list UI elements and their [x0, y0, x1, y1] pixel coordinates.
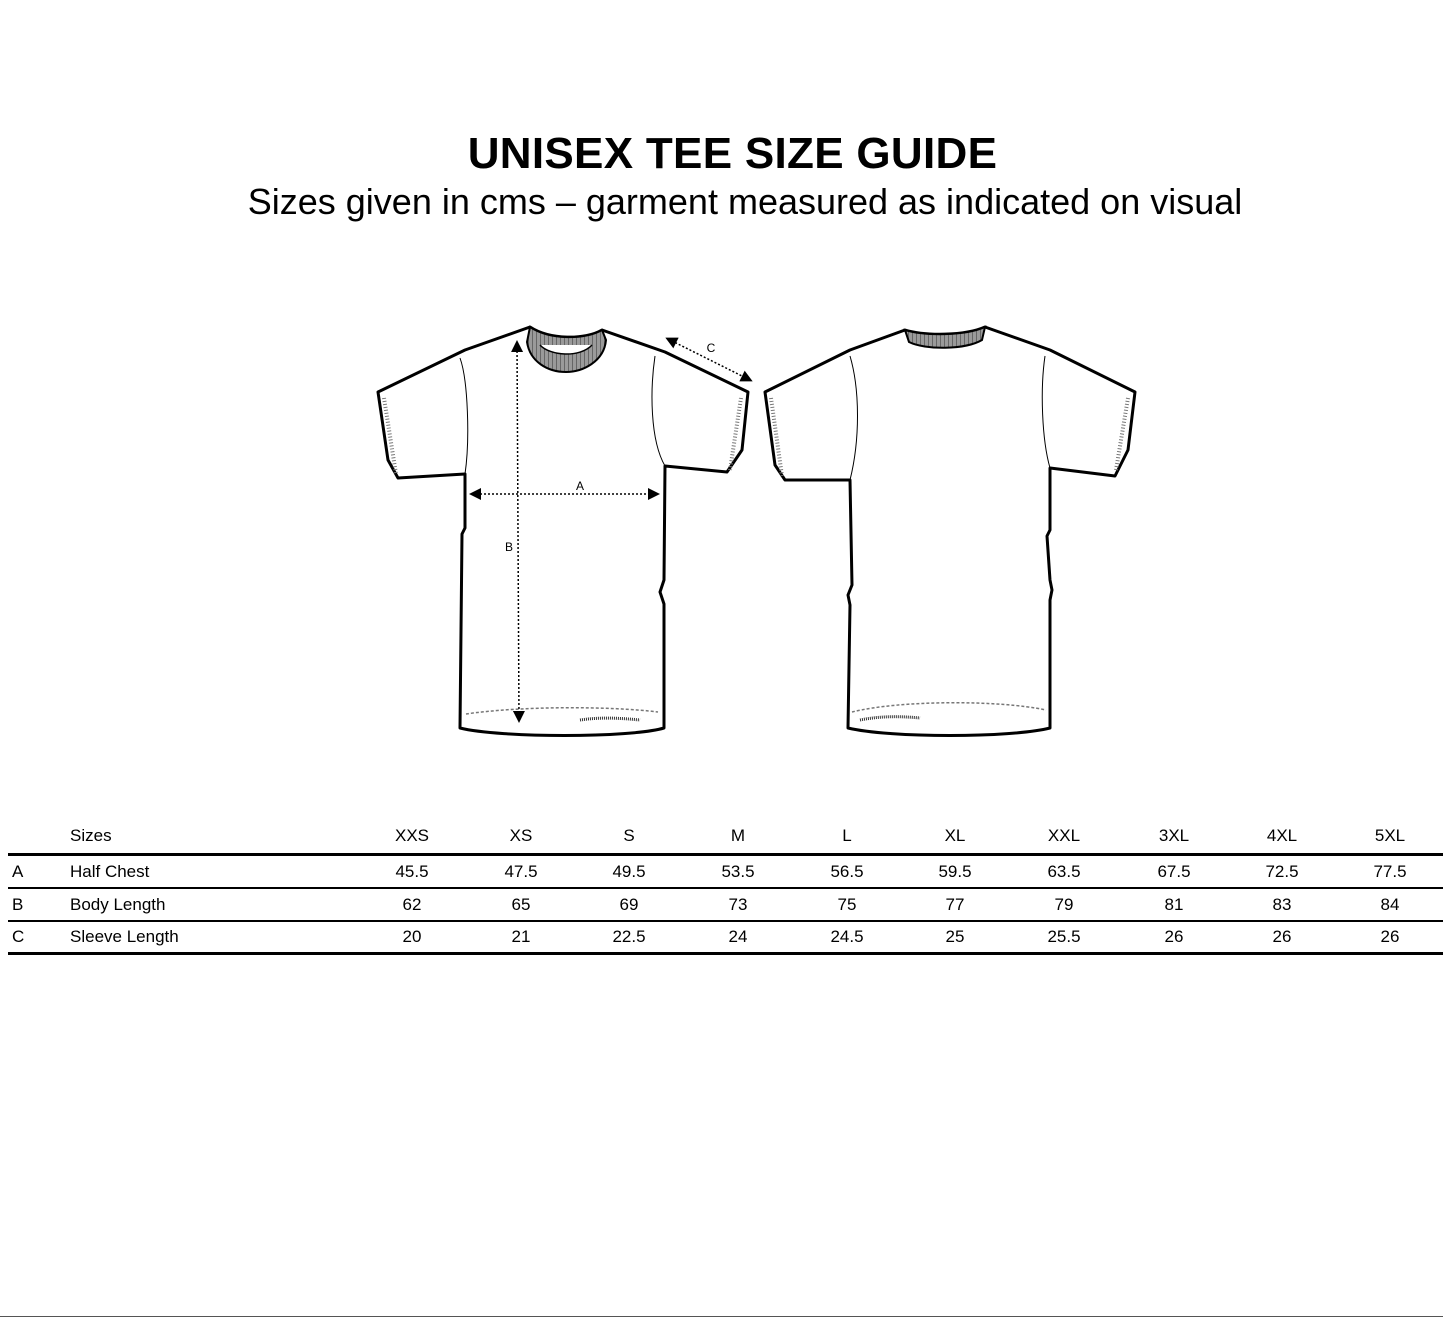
table-cell: 79 — [1054, 894, 1074, 914]
table-cell: 62 — [402, 894, 422, 914]
table-cell: 73 — [728, 894, 748, 914]
row-label: Sleeve Length — [70, 927, 179, 946]
back-tee — [765, 327, 1135, 736]
table-row — [8, 856, 1443, 889]
page-title: UNISEX TEE SIZE GUIDE — [467, 129, 998, 178]
row-code: A — [12, 861, 24, 881]
size-header: S — [623, 825, 635, 845]
table-cell: 47.5 — [504, 861, 538, 881]
back-collar — [905, 327, 985, 348]
table-header-row — [8, 818, 1443, 856]
table-cell: 69 — [619, 894, 639, 914]
table-cell: 25.5 — [1047, 927, 1081, 946]
row-label: Body Length — [70, 894, 166, 914]
table-cell: 25 — [945, 927, 965, 946]
length-measure-label: B — [504, 540, 514, 554]
bottom-divider — [0, 1316, 1443, 1317]
table-cell: 83 — [1272, 894, 1292, 914]
sleeve-measure-label: C — [706, 341, 716, 355]
table-cell: 56.5 — [830, 861, 864, 881]
chest-measure-label: A — [575, 479, 585, 493]
size-header: XS — [509, 825, 533, 845]
size-table — [8, 818, 1443, 955]
row-code: B — [12, 894, 24, 914]
row-code: C — [12, 927, 25, 946]
table-cell: 24 — [728, 927, 748, 946]
table-cell: 49.5 — [612, 861, 646, 881]
table-cell: 75 — [837, 894, 857, 914]
table-cell: 81 — [1164, 894, 1184, 914]
size-header: 5XL — [1374, 825, 1406, 845]
size-header: L — [842, 825, 852, 845]
table-cell: 20 — [402, 927, 422, 946]
table-cell: 22.5 — [612, 927, 646, 946]
table-cell: 77.5 — [1373, 861, 1407, 881]
page-subtitle: Sizes given in cms – garment measured as indicated on visual — [247, 181, 1243, 222]
table-cell: 26 — [1380, 927, 1400, 946]
table-row — [8, 889, 1443, 922]
front-tee — [378, 327, 750, 736]
sizes-header-label: Sizes — [70, 825, 112, 845]
table-cell: 77 — [945, 894, 965, 914]
back-tee-outline — [765, 327, 1135, 736]
size-header: XL — [944, 825, 966, 845]
table-cell: 45.5 — [395, 861, 429, 881]
table-cell: 26 — [1164, 927, 1184, 946]
table-row — [8, 922, 1443, 955]
table-cell: 65 — [511, 894, 531, 914]
table-cell: 59.5 — [938, 861, 972, 881]
size-header: 4XL — [1266, 825, 1298, 845]
table-cell: 26 — [1272, 927, 1292, 946]
table-cell: 21 — [511, 927, 531, 946]
size-header: 3XL — [1158, 825, 1190, 845]
front-tee-outline — [378, 327, 748, 736]
size-header: XXS — [394, 825, 430, 845]
table-cell: 63.5 — [1047, 861, 1081, 881]
row-label: Half Chest — [70, 861, 150, 881]
size-header: XXL — [1047, 825, 1081, 845]
table-cell: 24.5 — [830, 927, 864, 946]
table-cell: 72.5 — [1265, 861, 1299, 881]
table-cell: 53.5 — [721, 861, 755, 881]
size-header: M — [730, 825, 746, 845]
table-cell: 84 — [1380, 894, 1400, 914]
table-cell: 67.5 — [1157, 861, 1191, 881]
